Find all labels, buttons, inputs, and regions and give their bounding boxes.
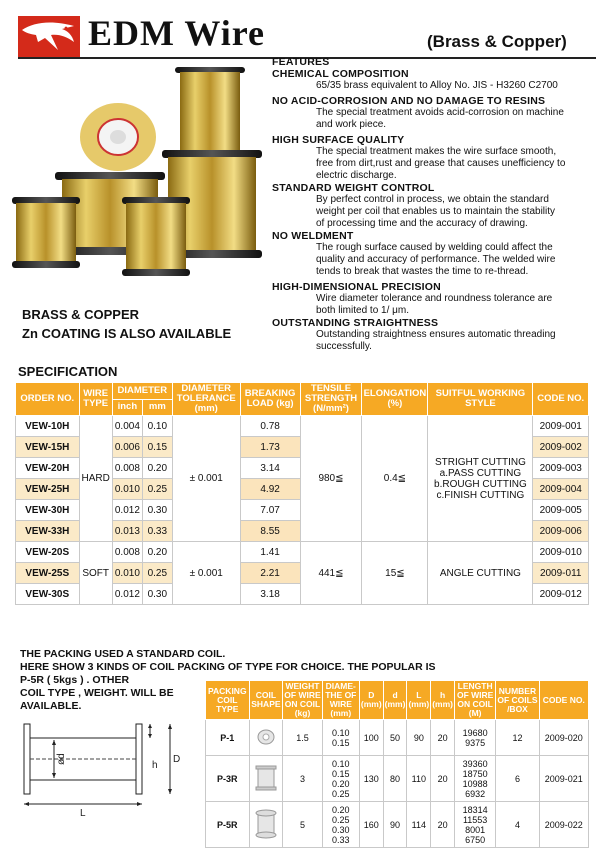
pack-type: P-5R [206, 802, 250, 848]
specification-title: SPECIFICATION [18, 364, 118, 379]
code-no: 2009-001 [533, 416, 589, 437]
breaking-load: 8.55 [240, 521, 300, 542]
order-no: VEW-33H [16, 521, 80, 542]
feature-heading: NO ACID-CORROSION AND NO DAMAGE TO RESINS [272, 95, 546, 107]
feature-text: tends to break that wastes the time to re-thread. [316, 266, 529, 277]
pack-diameter: 0.10 [332, 727, 350, 738]
feature-text: and work piece. [316, 119, 387, 130]
code-no: 2009-011 [533, 563, 589, 584]
packing-line: HERE SHOW 3 KINDS OF COIL PACKING OF TYPE FOR CHOICE. THE POPULAR IS [20, 661, 436, 673]
pack-length: 18750 [462, 768, 488, 779]
feature-heading: OUTSTANDING STRAIGHTNESS [272, 317, 439, 329]
pack-code: 2009-021 [539, 756, 588, 802]
pack-h: 20 [431, 720, 455, 756]
pack-weight: 5 [283, 802, 322, 848]
feature-text: of processing time and the accuracy of drawing. [316, 218, 528, 229]
pack-weight: 1.5 [283, 720, 322, 756]
pack-header-d: d (mm) [383, 681, 407, 720]
pack-type: P-3R [206, 756, 250, 802]
pack-row [206, 720, 589, 756]
features-heading: FEATURES [272, 56, 330, 68]
label-od: ød [56, 753, 67, 765]
diameter-inch: 0.010 [112, 479, 142, 500]
pack-d: 90 [383, 802, 407, 848]
feature-text: free from dirt,rust and grease that causes unefficiency to [316, 158, 566, 169]
tensile-strength: 441≦ [300, 542, 362, 605]
diameter-mm: 0.25 [142, 563, 172, 584]
code-no: 2009-003 [533, 458, 589, 479]
pack-header-D: D (mm) [359, 681, 383, 720]
pack-length: 39360 [462, 758, 488, 769]
pack-diameters [322, 756, 359, 802]
code-no: 2009-010 [533, 542, 589, 563]
order-no: VEW-25S [16, 563, 80, 584]
order-no: VEW-25H [16, 479, 80, 500]
breaking-load: 3.18 [240, 584, 300, 605]
feature-heading: STANDARD WEIGHT CONTROL [272, 182, 435, 194]
packing-line: COIL TYPE , WEIGHT. WILL BE [20, 687, 174, 699]
diameter-mm: 0.10 [142, 416, 172, 437]
feature-text: successfully. [316, 341, 372, 352]
pack-length: 6750 [465, 834, 486, 845]
wire-type: SOFT [79, 542, 112, 605]
pack-header-type: PACKING COIL TYPE [206, 681, 250, 720]
diameter-inch: 0.013 [112, 521, 142, 542]
pack-L: 114 [407, 802, 431, 848]
packing-line: P-5R ( 5kgs ) . OTHER [20, 674, 130, 686]
diameter-inch: 0.006 [112, 437, 142, 458]
working-style: ANGLE CUTTING [428, 542, 533, 605]
order-no: VEW-15H [16, 437, 80, 458]
working-style [428, 416, 533, 542]
feature-heading: NO WELDMENT [272, 230, 354, 242]
header-style: SUITFUL WORKING STYLE [428, 383, 533, 416]
feature-heading: HIGH-DIMENSIONAL PRECISION [272, 281, 441, 293]
material-line: BRASS & COPPER [22, 307, 140, 322]
pack-diameters [322, 720, 359, 756]
pack-D: 160 [359, 802, 383, 848]
pack-header-diameter: DIAME- THE OF WIRE (mm) [322, 681, 359, 720]
pack-lengths [455, 756, 496, 802]
header-diameter: DIAMETER [112, 383, 172, 400]
feature-text: The special treatment makes the wire surface smooth, [316, 146, 557, 157]
coil-shape-icon [249, 720, 283, 756]
order-no: VEW-20S [16, 542, 80, 563]
pack-L: 110 [407, 756, 431, 802]
coil-shape-icon [249, 756, 283, 802]
pack-d: 50 [383, 720, 407, 756]
diameter-mm: 0.20 [142, 458, 172, 479]
pack-diameter: 0.10 [332, 758, 350, 769]
pack-coils: 4 [496, 802, 539, 848]
pack-diameter: 0.20 [332, 778, 350, 789]
pack-header-weight: WEIGHT OF WIRE ON COIL (kg) [284, 681, 321, 718]
pack-diameters [322, 802, 359, 848]
code-no: 2009-005 [533, 500, 589, 521]
pack-header-length: LENGTH OF WIRE ON COIL (M) [455, 681, 496, 720]
pack-diameter: 0.25 [332, 814, 350, 825]
pack-weight: 3 [283, 756, 322, 802]
pack-length: 9375 [465, 737, 486, 748]
pack-diameter: 0.20 [332, 804, 350, 815]
pack-length: 11553 [462, 814, 488, 825]
pack-coils: 12 [496, 720, 539, 756]
feature-text: weight per coil that enables us to maintain the stability [316, 206, 556, 217]
style-line: b.ROUGH CUTTING [434, 478, 527, 490]
pack-h: 20 [431, 802, 455, 848]
pack-lengths [455, 720, 496, 756]
diameter-mm: 0.30 [142, 584, 172, 605]
order-no: VEW-10H [16, 416, 80, 437]
feature-text: Outstanding straightness ensures automatic threading [316, 329, 556, 340]
packing-line: THE PACKING USED A STANDARD COIL. [20, 648, 226, 660]
header-code: CODE NO. [533, 383, 589, 416]
breaking-load: 0.78 [240, 416, 300, 437]
coil-shape-icon [249, 802, 283, 848]
diameter-inch: 0.008 [112, 542, 142, 563]
diameter-inch: 0.012 [112, 584, 142, 605]
diameter-inch: 0.008 [112, 458, 142, 479]
order-no: VEW-20H [16, 458, 80, 479]
label-L: L [80, 808, 86, 819]
breaking-load: 3.14 [240, 458, 300, 479]
table-row [16, 416, 589, 437]
pack-diameter: 0.15 [332, 737, 350, 748]
breaking-load: 7.07 [240, 500, 300, 521]
feature-text: both limited to 1/ μm. [316, 305, 410, 316]
pack-header-coils: NUMBER OF COILS /BOX [496, 681, 539, 720]
feature-text: The special treatment avoids acid-corrosion on machine [316, 107, 564, 118]
code-no: 2009-006 [533, 521, 589, 542]
pack-d: 80 [383, 756, 407, 802]
pack-length: 18314 [462, 804, 488, 815]
header-order: ORDER NO. [16, 383, 80, 416]
features-section [272, 56, 602, 353]
order-no: VEW-30H [16, 500, 80, 521]
feature-text: electric discharge. [316, 170, 397, 181]
wire-type: HARD [79, 416, 112, 542]
tolerance: ± 0.001 [172, 416, 240, 542]
specification-table [15, 382, 589, 605]
pack-diameter: 0.30 [332, 824, 350, 835]
page-subtitle: (Brass & Copper) [427, 32, 567, 51]
feature-heading: CHEMICAL COMPOSITION [272, 68, 409, 80]
diameter-mm: 0.15 [142, 437, 172, 458]
breaking-load: 4.92 [240, 479, 300, 500]
pack-diameter: 0.25 [332, 788, 350, 799]
pack-length: 8001 [465, 824, 486, 835]
diameter-mm: 0.20 [142, 542, 172, 563]
pack-diameter: 0.15 [332, 768, 350, 779]
header [0, 0, 615, 60]
diameter-inch: 0.004 [112, 416, 142, 437]
pack-length: 6932 [465, 788, 486, 799]
style-line: c.FINISH CUTTING [436, 489, 525, 501]
pack-h: 20 [431, 756, 455, 802]
pack-code: 2009-022 [539, 802, 588, 848]
header-inch: inch [112, 399, 142, 416]
feature-text: Wire diameter tolerance and roundness tolerance are [316, 293, 553, 304]
feature-text: The rough surface caused by welding could affect the [316, 242, 553, 253]
breaking-load: 2.21 [240, 563, 300, 584]
pack-D: 100 [359, 720, 383, 756]
feature-heading: HIGH SURFACE QUALITY [272, 134, 405, 146]
wire-spools-photo [10, 62, 265, 287]
order-no: VEW-30S [16, 584, 80, 605]
pack-header-shape: COIL SHAPE [249, 681, 283, 720]
diameter-mm: 0.30 [142, 500, 172, 521]
pack-length: 10988 [462, 778, 488, 789]
pack-row [206, 756, 589, 802]
diameter-mm: 0.25 [142, 479, 172, 500]
breaking-load: 1.41 [240, 542, 300, 563]
coil-dimension-drawing [20, 722, 196, 822]
pack-lengths [455, 802, 496, 848]
elongation: 15≦ [362, 542, 428, 605]
pack-type: P-1 [206, 720, 250, 756]
header-tolerance: DIAMETER TOLERANCE (mm) [172, 383, 240, 416]
feature-text: 65/35 brass equivalent to Alloy No. JIS - H3260 C2700 [316, 80, 558, 91]
header-mm: mm [142, 399, 172, 416]
pack-header-L: L (mm) [407, 681, 431, 720]
style-line: STRIGHT CUTTING [434, 456, 526, 468]
tensile-strength: 980≦ [300, 416, 362, 542]
diameter-mm: 0.33 [142, 521, 172, 542]
diameter-inch: 0.012 [112, 500, 142, 521]
pack-D: 130 [359, 756, 383, 802]
header-tensile: TENSILE STRENGTH (N/mm²) [300, 383, 362, 416]
pack-header-h: h (mm) [431, 681, 455, 720]
pack-coils: 6 [496, 756, 539, 802]
label-h: h [152, 760, 158, 771]
elongation: 0.4≦ [362, 416, 428, 542]
breaking-load: 1.73 [240, 437, 300, 458]
code-no: 2009-004 [533, 479, 589, 500]
feature-text: By perfect control in process, we obtain the standard [316, 194, 549, 205]
pack-L: 90 [407, 720, 431, 756]
label-D: D [173, 754, 181, 765]
pack-length: 19680 [462, 727, 488, 738]
feature-text: quality and accuracy of performance. The welded wire [316, 254, 556, 265]
style-line: a.PASS CUTTING [439, 467, 522, 479]
page-title: EDM Wire [88, 13, 265, 53]
code-no: 2009-002 [533, 437, 589, 458]
pack-header-code: CODE NO. [539, 681, 588, 720]
packing-line: AVAILABLE. [20, 700, 82, 712]
packing-table [205, 680, 589, 848]
pack-diameter: 0.33 [332, 834, 350, 845]
tolerance: ± 0.001 [172, 542, 240, 605]
header-load: BREAKING LOAD (kg) [240, 383, 300, 416]
header-wire-type: WIRE TYPE [79, 383, 112, 416]
code-no: 2009-012 [533, 584, 589, 605]
header-elongation: ELONGATION (%) [362, 383, 428, 416]
coating-line: Zn COATING IS ALSO AVAILABLE [22, 326, 232, 341]
pack-code: 2009-020 [539, 720, 588, 756]
diameter-inch: 0.010 [112, 563, 142, 584]
table-row [16, 542, 589, 563]
eagle-logo-icon [18, 16, 80, 58]
pack-row [206, 802, 589, 848]
material-note [22, 305, 231, 343]
